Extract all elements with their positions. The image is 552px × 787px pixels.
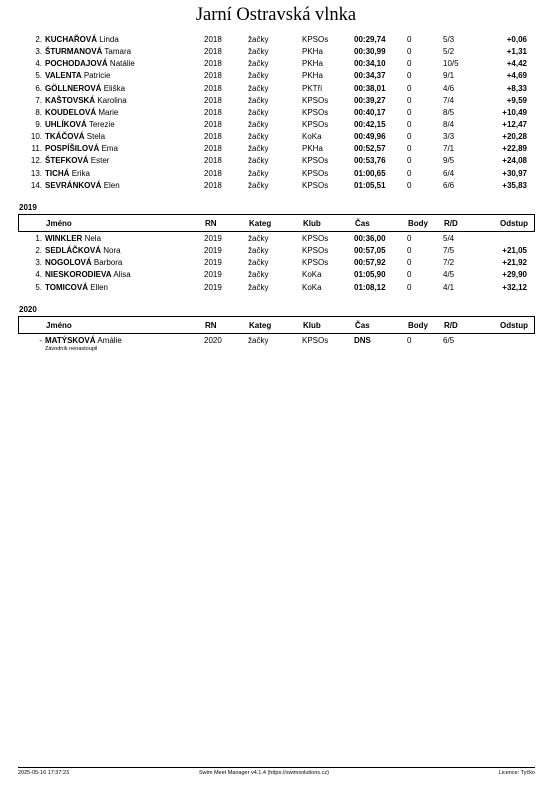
points-cell: 0	[407, 83, 412, 93]
birth-year-cell: 2018	[204, 35, 222, 44]
club-cell: KPSOs	[302, 180, 329, 190]
swimmer-name-cell	[45, 168, 90, 180]
rank-cell: 7.	[35, 95, 42, 105]
header-rn: RN	[205, 218, 217, 228]
gap-cell: +30,97	[502, 168, 527, 178]
points-cell: 0	[407, 246, 412, 256]
heat-lane-cell: 6/6	[443, 180, 455, 190]
swimmer-first-name: Patricie	[83, 71, 111, 81]
swimmer-surname: NIESKORODIEVA	[45, 270, 112, 280]
results-list-2019	[0, 233, 552, 294]
category-cell: žačky	[248, 180, 269, 190]
swimmer-surname: MATÝSKOVÁ	[45, 336, 96, 345]
swimmer-name-cell	[45, 143, 118, 155]
points-cell: 0	[407, 156, 412, 166]
club-cell: KPSOs	[302, 35, 329, 44]
club-cell: KoKa	[302, 270, 322, 280]
category-cell: žačky	[248, 132, 269, 142]
points-cell: 0	[407, 71, 412, 81]
year-heading-2020: 2020	[19, 305, 37, 314]
swimmer-first-name: Linda	[99, 35, 119, 44]
table-row	[0, 58, 552, 70]
heat-lane-cell: 6/4	[443, 168, 455, 178]
birth-year-cell: 2018	[204, 119, 222, 129]
swimmer-first-name: Erika	[71, 168, 90, 178]
time-cell: 00:42,15	[354, 119, 386, 129]
swimmer-name-cell	[45, 83, 125, 95]
table-row	[0, 155, 552, 167]
swimmer-first-name: Eliška	[103, 83, 126, 93]
heat-lane-cell: 8/4	[443, 119, 455, 129]
birth-year-cell: 2019	[204, 234, 222, 243]
rank-cell: 3.	[35, 258, 42, 268]
swimmer-first-name: Alisa	[113, 270, 131, 280]
swimmer-first-name: Tamara	[104, 47, 132, 57]
header-time: Čas	[355, 320, 370, 330]
swimmer-name-cell	[45, 233, 101, 245]
swimmer-surname: WINKLER	[45, 234, 83, 243]
time-cell: 00:39,27	[354, 95, 386, 105]
points-cell: 0	[407, 270, 412, 280]
gap-cell: +35,83	[502, 180, 527, 190]
swimmer-first-name: Amálie	[97, 336, 122, 345]
swimmer-name-cell	[45, 107, 118, 119]
rank-cell: 11.	[31, 144, 42, 154]
rank-cell: 2.	[35, 35, 42, 44]
points-cell: 0	[407, 144, 412, 154]
points-cell: 0	[407, 132, 412, 142]
swimmer-first-name: Ema	[101, 144, 118, 154]
birth-year-cell: 2018	[204, 95, 222, 105]
rank-cell: 3.	[35, 47, 42, 57]
heat-lane-cell: 7/2	[443, 258, 455, 268]
swimmer-first-name: Marie	[98, 107, 119, 117]
gap-cell: +4,42	[506, 59, 527, 69]
heat-lane-cell: 8/5	[443, 107, 455, 117]
swimmer-first-name: Ellen	[90, 282, 108, 292]
swimmer-name-cell	[45, 245, 121, 257]
time-cell: 00:34,37	[354, 71, 386, 81]
swimmer-first-name: Nora	[103, 246, 121, 256]
table-row	[0, 245, 552, 257]
gap-cell: +8,33	[506, 83, 527, 93]
birth-year-cell: 2019	[204, 258, 222, 268]
swimmer-surname: TOMICOVÁ	[45, 282, 88, 292]
heat-lane-cell: 9/1	[443, 71, 455, 81]
birth-year-cell: 2019	[204, 246, 222, 256]
swimmer-first-name: Barbora	[93, 258, 123, 268]
heat-lane-cell: 7/1	[443, 144, 455, 154]
table-row	[0, 107, 552, 119]
swimmer-surname: POCHODAJOVÁ	[45, 59, 108, 69]
heat-lane-cell: 5/3	[443, 35, 455, 44]
gap-cell: +24,08	[502, 156, 527, 166]
points-cell: 0	[407, 59, 412, 69]
birth-year-cell: 2018	[204, 144, 222, 154]
club-cell: PKHa	[302, 59, 323, 69]
category-cell: žačky	[248, 156, 269, 166]
swimmer-surname: SEDLÁČKOVÁ	[45, 246, 102, 256]
header-gap: Odstup	[500, 218, 528, 228]
club-cell: KPSOs	[302, 95, 329, 105]
swimmer-name-cell	[45, 58, 135, 70]
rank-cell: 14.	[30, 180, 42, 190]
header-heat-lane: R/D	[444, 320, 458, 330]
table-header-2020	[18, 316, 535, 334]
category-cell: žačky	[248, 258, 269, 268]
birth-year-cell: 2019	[204, 270, 222, 280]
club-cell: PKHa	[302, 144, 323, 154]
table-row	[0, 168, 552, 180]
swimmer-name-cell	[45, 282, 108, 294]
table-row	[0, 34, 552, 46]
time-cell: 00:34,10	[354, 59, 386, 69]
category-cell: žačky	[248, 95, 269, 105]
club-cell: KoKa	[302, 132, 322, 142]
table-header-2019	[18, 214, 535, 232]
birth-year-cell: 2018	[204, 71, 222, 81]
swimmer-first-name: Natálie	[109, 59, 135, 69]
swimmer-first-name: Elen	[103, 180, 120, 190]
time-cell: 00:38,01	[354, 83, 386, 93]
club-cell: KPSOs	[302, 246, 329, 256]
gap-cell: +32,12	[502, 282, 527, 292]
category-cell: žačky	[248, 282, 269, 292]
gap-cell: +21,92	[502, 258, 527, 268]
page-title: Jarní Ostravská vlnka	[195, 5, 357, 25]
club-cell: KPSOs	[302, 107, 329, 117]
time-cell: 00:29,74	[354, 35, 386, 44]
heat-lane-cell: 9/5	[443, 156, 455, 166]
header-club: Klub	[303, 320, 321, 330]
category-cell: žačky	[248, 168, 269, 178]
header-points: Body	[408, 320, 428, 330]
rank-cell: 8.	[35, 107, 42, 117]
heat-lane-cell: 7/4	[443, 95, 455, 105]
swimmer-name-cell	[45, 95, 127, 107]
heat-lane-cell: 5/2	[443, 47, 455, 57]
rank-cell: 10.	[30, 132, 42, 142]
category-cell: žačky	[248, 119, 269, 129]
rank-cell: 5.	[35, 282, 42, 292]
heat-lane-cell: 3/3	[443, 132, 455, 142]
gap-cell: +21,05	[502, 246, 527, 256]
birth-year-cell: 2019	[204, 282, 222, 292]
table-row	[0, 143, 552, 155]
club-cell: KPSOs	[302, 258, 329, 268]
table-row	[0, 180, 552, 192]
table-row	[0, 269, 552, 281]
swimmer-first-name: Ester	[90, 156, 110, 166]
birth-year-cell: 2020	[204, 336, 222, 345]
gap-cell: +22,89	[502, 144, 527, 154]
category-cell: žačky	[248, 71, 269, 81]
rank-cell: 12.	[30, 156, 42, 166]
swimmer-name-cell	[45, 34, 119, 46]
header-category: Kateg	[249, 218, 272, 228]
swimmer-first-name: Nela	[84, 234, 102, 243]
header-club: Klub	[303, 218, 321, 228]
header-name: Jméno	[46, 218, 72, 228]
swimmer-first-name: Karolina	[97, 95, 127, 105]
swimmer-surname: UHLÍKOVÁ	[45, 119, 87, 129]
gap-cell: +4,69	[506, 71, 527, 81]
footer-software: Swim Meet Manager v4.1.4 (https://swimsolutions.cz)	[199, 770, 329, 776]
swimmer-first-name: Stela	[86, 132, 106, 142]
points-cell: 0	[407, 95, 412, 105]
swimmer-name-cell	[45, 155, 109, 167]
heat-lane-cell: 4/6	[443, 83, 455, 93]
points-cell: 0	[407, 168, 412, 178]
table-row	[0, 233, 552, 245]
club-cell: KPSOs	[302, 234, 329, 243]
table-row	[0, 257, 552, 269]
rank-cell: 13.	[30, 168, 42, 178]
gap-cell: +0,06	[506, 35, 527, 44]
category-cell: žačky	[248, 144, 269, 154]
swimmer-surname: KAŠTOVSKÁ	[45, 95, 96, 105]
header-points: Body	[408, 218, 428, 228]
time-cell: 00:40,17	[354, 107, 386, 117]
header-time: Čas	[355, 218, 370, 228]
gap-cell: +20,28	[502, 132, 527, 142]
time-cell: 00:49,96	[354, 132, 386, 142]
points-cell: 0	[407, 336, 412, 345]
table-row	[0, 70, 552, 82]
swimmer-name-cell	[45, 269, 131, 281]
swimmer-first-name: Terezie	[88, 119, 115, 129]
points-cell: 0	[407, 282, 412, 292]
swimmer-surname: POSPÍŠILOVÁ	[45, 144, 100, 154]
footer-divider	[18, 767, 535, 768]
time-cell: 00:52,57	[354, 144, 386, 154]
results-list-top	[0, 34, 552, 192]
club-cell: KPSOs	[302, 168, 329, 178]
table-row	[0, 282, 552, 294]
rank-cell: 4.	[35, 59, 42, 69]
points-cell: 0	[407, 35, 412, 44]
rank-cell: 9.	[35, 119, 42, 129]
heat-lane-cell: 6/5	[443, 336, 455, 345]
time-cell: 00:53,76	[354, 156, 386, 166]
time-cell: 01:08,12	[354, 282, 386, 292]
dns-note: Závodník nenastoupil	[45, 346, 98, 352]
swimmer-surname: NOGOLOVÁ	[45, 258, 92, 268]
birth-year-cell: 2018	[204, 132, 222, 142]
birth-year-cell: 2018	[204, 107, 222, 117]
points-cell: 0	[407, 107, 412, 117]
swimmer-name-cell	[45, 257, 122, 269]
rank-cell: 5.	[35, 71, 42, 81]
header-category: Kateg	[249, 320, 272, 330]
category-cell: žačky	[248, 47, 269, 57]
gap-cell: +1,31	[506, 47, 527, 57]
birth-year-cell: 2018	[204, 83, 222, 93]
birth-year-cell: 2018	[204, 47, 222, 57]
header-rn: RN	[205, 320, 217, 330]
table-row	[0, 95, 552, 107]
category-cell: žačky	[248, 246, 269, 256]
swimmer-surname: KUCHAŘOVÁ	[45, 35, 97, 44]
footer-timestamp: 2025-05-16 17:37:23	[18, 770, 70, 776]
header-heat-lane: R/D	[444, 218, 458, 228]
category-cell: žačky	[248, 35, 269, 44]
rank-cell: 4.	[35, 270, 42, 280]
category-cell: žačky	[248, 59, 269, 69]
heat-lane-cell: 7/5	[443, 246, 455, 256]
heat-lane-cell: 5/4	[443, 234, 455, 243]
swimmer-surname: TICHÁ	[45, 168, 70, 178]
birth-year-cell: 2018	[204, 59, 222, 69]
table-row	[0, 83, 552, 95]
category-cell: žačky	[248, 270, 269, 280]
category-cell: žačky	[248, 83, 269, 93]
swimmer-surname: SEVRÁNKOVÁ	[45, 180, 102, 190]
swimmer-surname: ŠTURMANOVÁ	[45, 47, 103, 57]
rank-cell: 2.	[35, 246, 42, 256]
header-gap: Odstup	[500, 320, 528, 330]
swimmer-name-cell	[45, 46, 131, 58]
time-cell: 01:05,90	[354, 270, 386, 280]
club-cell: KPSOs	[302, 156, 329, 166]
points-cell: 0	[407, 258, 412, 268]
time-cell: 00:36,00	[354, 234, 386, 243]
rank-cell: 6.	[35, 83, 42, 93]
category-cell: žačky	[248, 107, 269, 117]
time-cell: 00:30,99	[354, 47, 386, 57]
swimmer-name-cell	[45, 131, 105, 143]
category-cell: žačky	[248, 234, 269, 243]
swimmer-surname: GÖLLNEROVÁ	[45, 83, 102, 93]
gap-cell: +12,47	[502, 119, 527, 129]
birth-year-cell: 2018	[204, 168, 222, 178]
gap-cell: +29,90	[502, 270, 527, 280]
table-row	[0, 46, 552, 58]
heat-lane-cell: 4/5	[443, 270, 455, 280]
category-cell: žačky	[248, 336, 269, 345]
swimmer-surname: TKÁČOVÁ	[45, 132, 85, 142]
swimmer-surname: VALENTA	[45, 71, 82, 81]
time-cell: DNS	[354, 336, 371, 345]
club-cell: KPSOs	[302, 119, 329, 129]
table-row	[0, 131, 552, 143]
heat-lane-cell: 4/1	[443, 282, 455, 292]
birth-year-cell: 2018	[204, 180, 222, 190]
swimmer-surname: KOUDELOVÁ	[45, 107, 97, 117]
points-cell: 0	[407, 234, 412, 243]
club-cell: PKTři	[302, 83, 322, 93]
time-cell: 00:57,05	[354, 246, 386, 256]
time-cell: 01:05,51	[354, 180, 386, 190]
swimmer-surname: ŠTEFKOVÁ	[45, 156, 89, 166]
rank-cell: 1.	[35, 234, 42, 243]
points-cell: 0	[407, 119, 412, 129]
points-cell: 0	[407, 180, 412, 190]
gap-cell: +9,59	[506, 95, 527, 105]
year-heading-2019: 2019	[19, 203, 37, 212]
time-cell: 01:00,65	[354, 168, 386, 178]
club-cell: PKHa	[302, 47, 323, 57]
rank-cell: -	[39, 336, 42, 345]
footer-licence: Licence: Tyčko	[498, 770, 535, 776]
birth-year-cell: 2018	[204, 156, 222, 166]
time-cell: 00:57,92	[354, 258, 386, 268]
swimmer-name-cell	[45, 119, 115, 131]
header-name: Jméno	[46, 320, 72, 330]
table-row	[0, 119, 552, 131]
club-cell: KoKa	[302, 282, 322, 292]
gap-cell: +10,49	[502, 107, 527, 117]
swimmer-name-cell	[45, 70, 111, 82]
swimmer-name-cell	[45, 180, 120, 192]
club-cell: PKHa	[302, 71, 323, 81]
heat-lane-cell: 10/5	[443, 59, 459, 69]
points-cell: 0	[407, 47, 412, 57]
club-cell: KPSOs	[302, 336, 329, 345]
